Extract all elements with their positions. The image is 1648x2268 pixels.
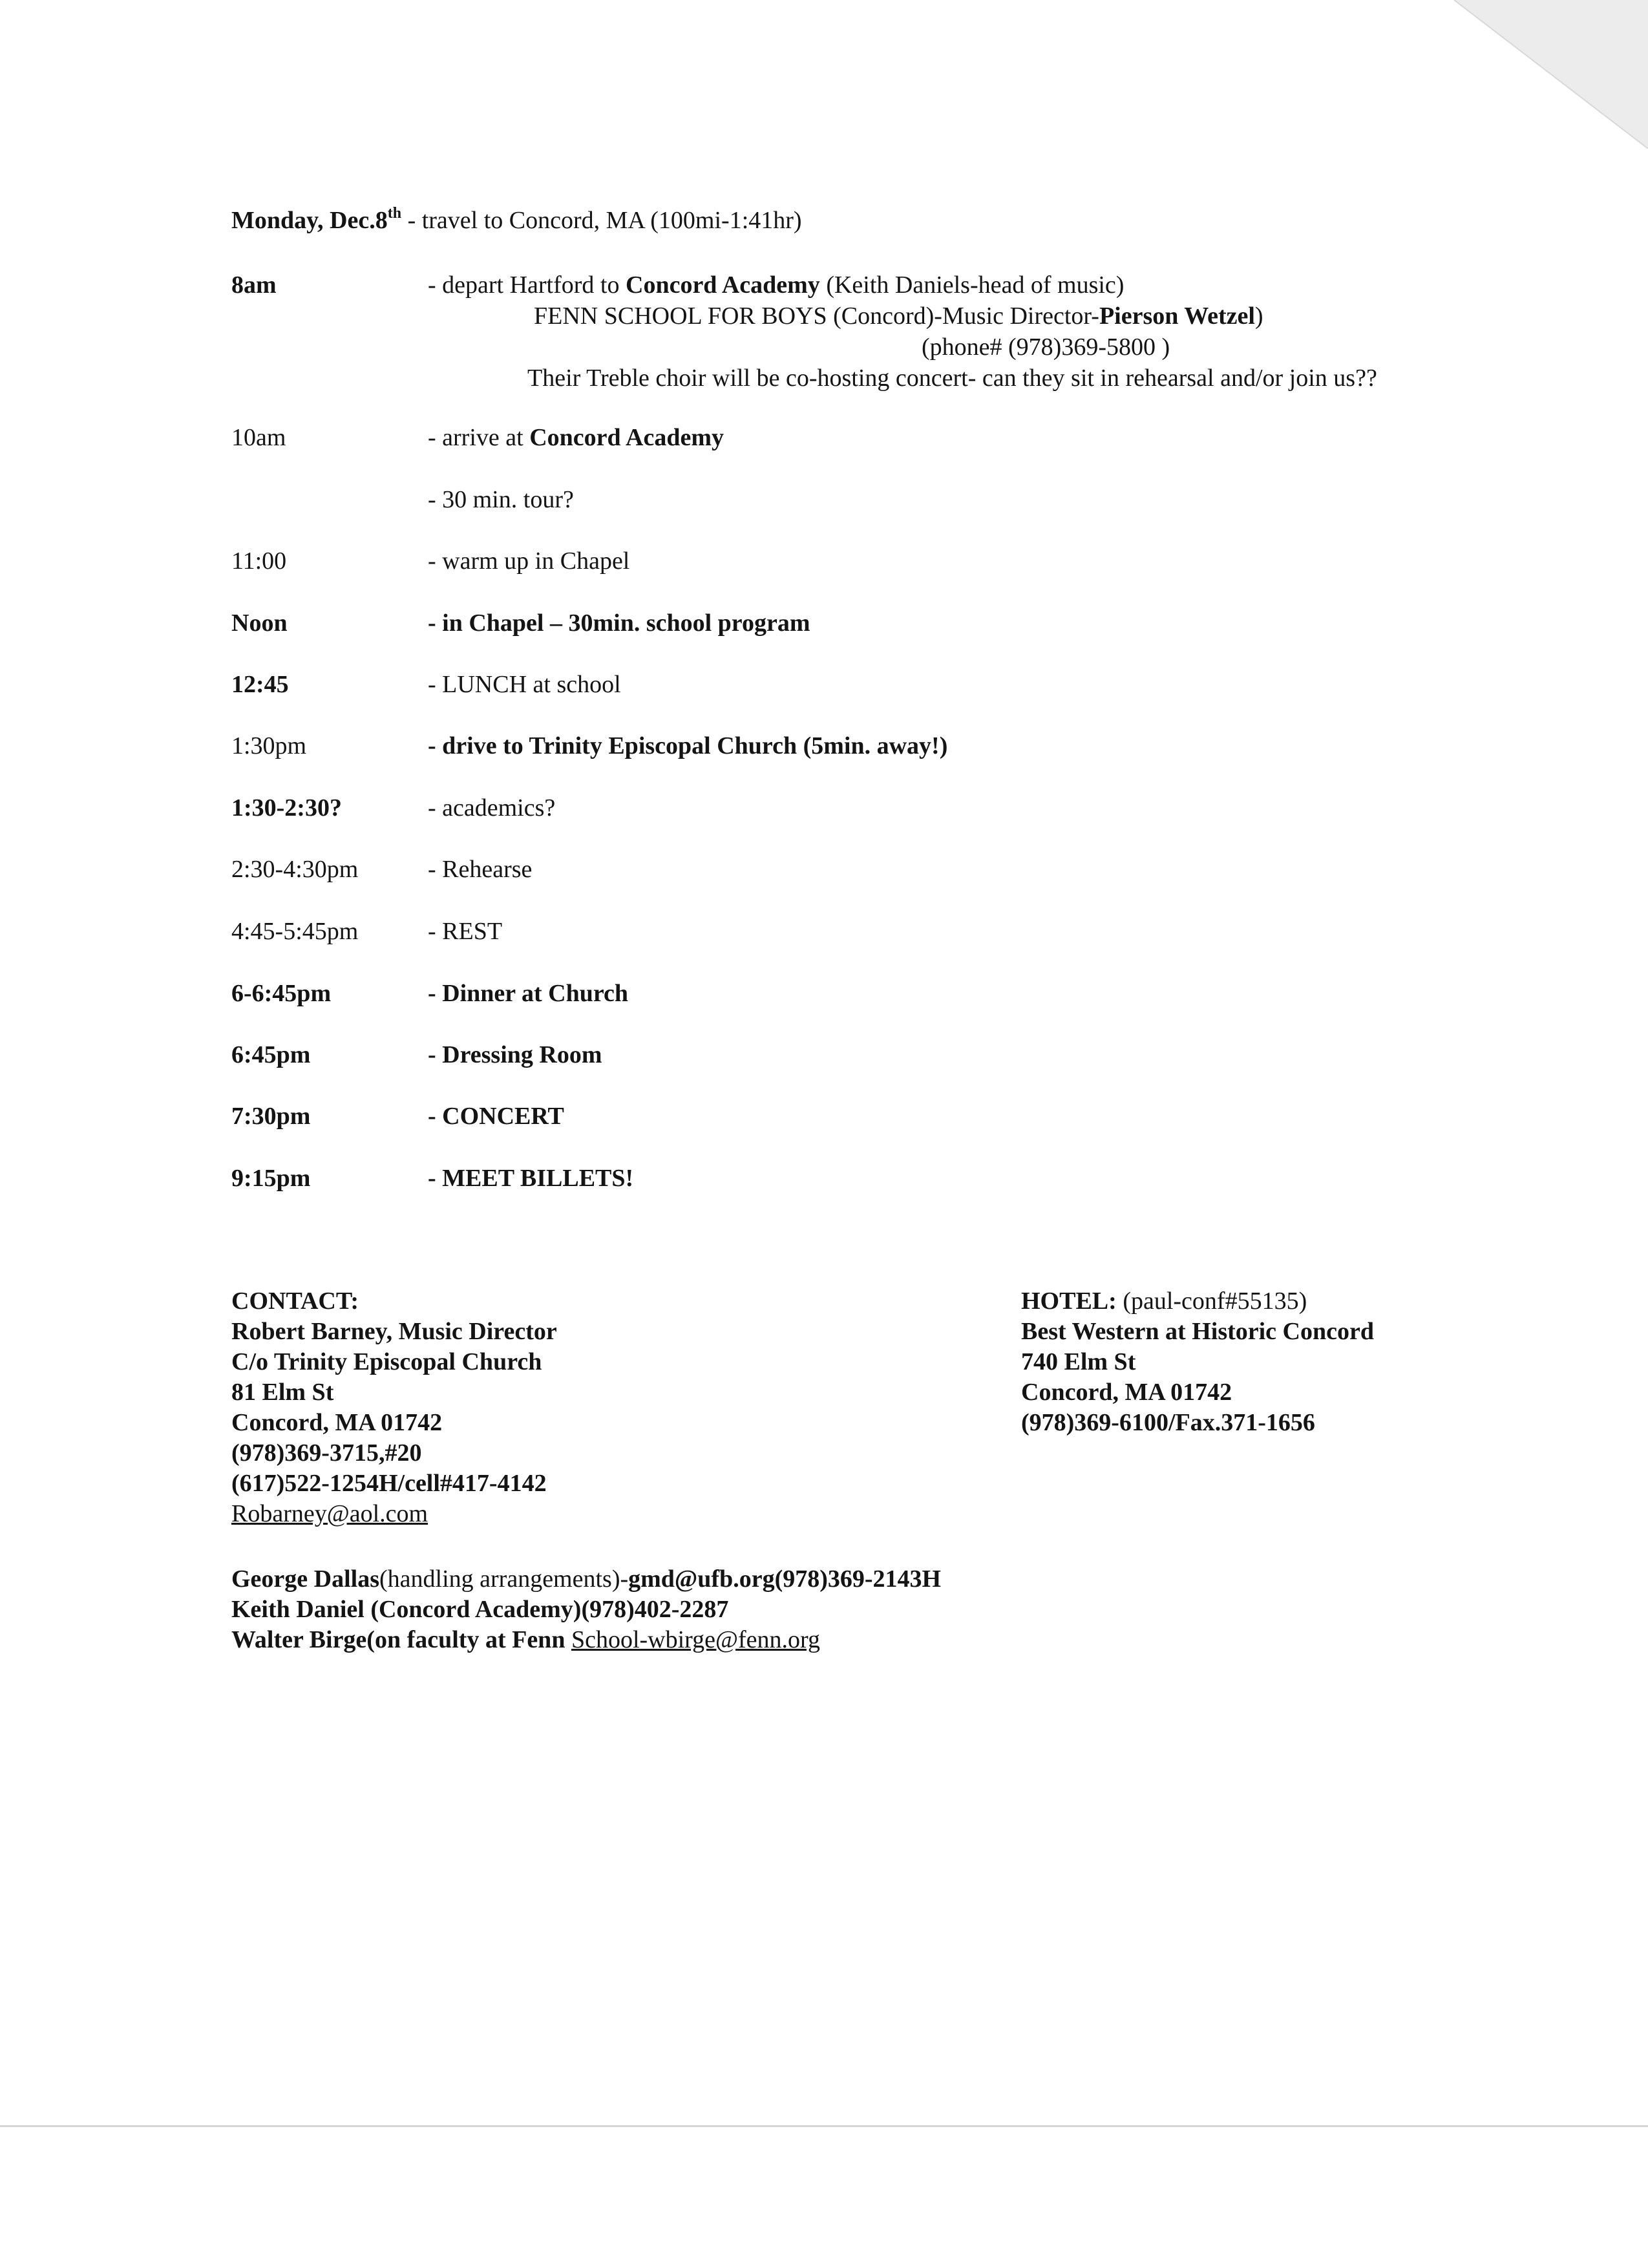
- schedule-time-645: 6:45pm: [231, 1041, 311, 1068]
- contact-line: (978)369-3715,#20: [231, 1439, 422, 1467]
- walter-line: [231, 1625, 941, 1655]
- george-contact: gmd@ufb.org(978)369-2143H: [628, 1565, 942, 1593]
- schedule-desc-after: (Keith Daniels-head of music): [819, 271, 1125, 299]
- schedule-desc-noon: - in Chapel – 30min. school program: [428, 609, 810, 637]
- hotel-block: [1021, 1286, 1374, 1438]
- walter-email-link[interactable]: School-wbirge@fenn.org: [571, 1626, 820, 1653]
- fenn-note: Their Treble choir will be co-hosting concert- can they sit in rehearsal and/or join us??: [527, 365, 1377, 392]
- schedule-time-1245: 12:45: [231, 671, 289, 698]
- george-line: [231, 1564, 941, 1595]
- hotel-line: 740 Elm St: [1021, 1348, 1136, 1375]
- contact-line: C/o Trinity Episcopal Church: [231, 1348, 542, 1375]
- other-contacts: [231, 1564, 941, 1655]
- contact-heading: CONTACT:: [231, 1288, 359, 1315]
- schedule-desc-230-430: - Rehearse: [428, 856, 533, 883]
- schedule-time-noon: Noon: [231, 609, 288, 637]
- schedule-desc-6-645: - Dinner at Church: [428, 980, 629, 1007]
- header-day-sup: th: [387, 205, 402, 222]
- contact-block: [231, 1286, 557, 1529]
- schedule-time-6-645: 6-6:45pm: [231, 980, 332, 1007]
- schedule-desc-8am: [428, 270, 1124, 301]
- schedule-desc-130-230: - academics?: [428, 794, 556, 821]
- hotel-heading: HOTEL:: [1021, 1288, 1117, 1315]
- schedule-desc-bold: Concord Academy: [626, 271, 820, 299]
- keith-line: Keith Daniel (Concord Academy)(978)402-2287: [231, 1596, 729, 1623]
- contact-line: Concord, MA 01742: [231, 1409, 443, 1436]
- contact-line: Robert Barney, Music Director: [231, 1318, 557, 1345]
- schedule-time-915: 9:15pm: [231, 1165, 311, 1192]
- fenn-close: ): [1254, 302, 1263, 330]
- fenn-phone: (phone# (978)369-5800 ): [922, 334, 1170, 361]
- folded-corner-shading: [1454, 0, 1648, 149]
- schedule-time-130-230: 1:30-2:30?: [231, 794, 342, 821]
- george-name: George Dallas: [231, 1565, 380, 1593]
- schedule-desc-645: - Dressing Room: [428, 1041, 602, 1068]
- schedule-time-11: 11:00: [231, 547, 287, 575]
- schedule-desc-130: - drive to Trinity Episcopal Church (5min. away!): [428, 732, 948, 759]
- schedule-desc-11: - warm up in Chapel: [428, 547, 630, 575]
- schedule-desc-text: - arrive at: [428, 424, 530, 451]
- schedule-time-130: 1:30pm: [231, 732, 307, 759]
- schedule-desc-tour: - 30 min. tour?: [428, 486, 574, 513]
- george-role: (handling arrangements)-: [379, 1565, 629, 1593]
- schedule-time-730: 7:30pm: [231, 1103, 311, 1130]
- hotel-line: (978)369-6100/Fax.371-1656: [1021, 1409, 1315, 1436]
- schedule-desc-bold: Concord Academy: [529, 424, 724, 451]
- schedule-desc-730: - CONCERT: [428, 1103, 564, 1130]
- hotel-line: Concord, MA 01742: [1021, 1379, 1232, 1406]
- schedule-time-8am: 8am: [231, 271, 277, 299]
- schedule-time-230-430: 2:30-4:30pm: [231, 856, 359, 883]
- header-line: [231, 206, 802, 237]
- fenn-director: Pierson Wetzel: [1099, 302, 1255, 330]
- schedule-desc-text: - depart Hartford to: [428, 271, 626, 299]
- contact-line: 81 Elm St: [231, 1379, 334, 1406]
- hotel-line: Best Western at Historic Concord: [1021, 1318, 1374, 1345]
- walter-name: Walter Birge(on faculty at Fenn: [231, 1626, 571, 1653]
- hotel-heading-line: [1021, 1286, 1374, 1317]
- fenn-text: FENN SCHOOL FOR BOYS (Concord)-Music Director-: [534, 302, 1099, 330]
- fenn-line-1: [534, 301, 1263, 332]
- schedule-time-10am: 10am: [231, 424, 286, 451]
- contact-email-link[interactable]: Robarney@aol.com: [231, 1500, 428, 1527]
- contact-line: (617)522-1254H/cell#417-4142: [231, 1470, 547, 1497]
- schedule-desc-1245: - LUNCH at school: [428, 671, 621, 698]
- header-day: Monday, Dec.8: [231, 207, 388, 234]
- scan-edge-line: [0, 2125, 1648, 2127]
- schedule-desc-445-545: - REST: [428, 918, 503, 945]
- schedule-desc-915: - MEET BILLETS!: [428, 1165, 634, 1192]
- schedule-time-445-545: 4:45-5:45pm: [231, 918, 359, 945]
- header-travel: - travel to Concord, MA (100mi-1:41hr): [401, 207, 802, 234]
- hotel-conf: (paul-conf#55135): [1116, 1288, 1307, 1315]
- schedule-desc-10am: [428, 423, 724, 454]
